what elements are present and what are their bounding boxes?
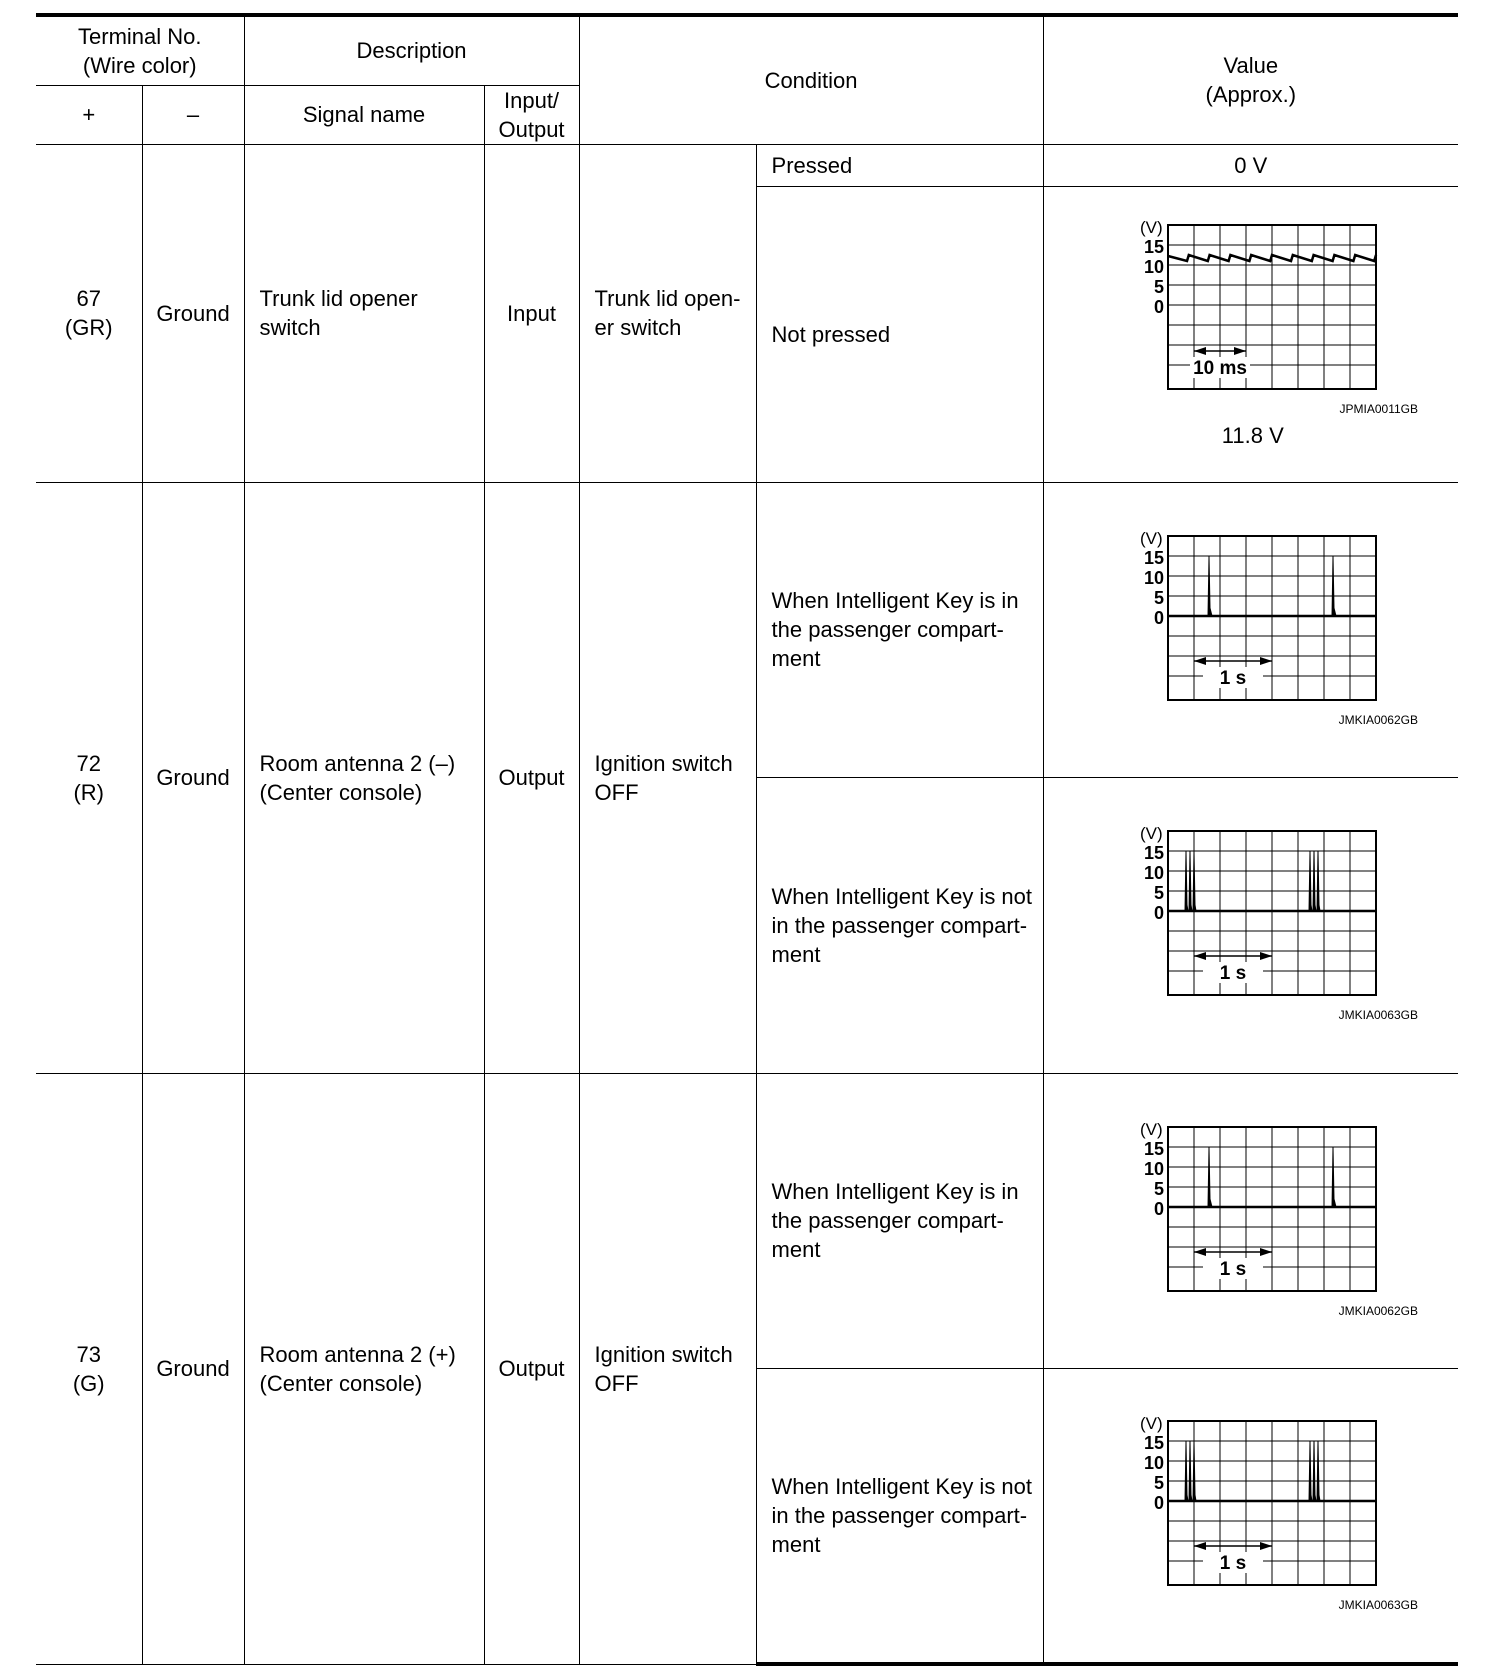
pulse-spike xyxy=(1193,1441,1196,1501)
io-cell: Output xyxy=(484,482,579,1073)
waveform-diagram xyxy=(1136,1121,1426,1321)
y-tick-label: 10 xyxy=(1144,256,1165,277)
unit-label: (V) xyxy=(1140,1415,1163,1434)
y-tick-label: 5 xyxy=(1154,883,1165,903)
pulse-spike xyxy=(1332,556,1336,616)
y-tick-label: 15 xyxy=(1144,547,1165,568)
waveform-diagram xyxy=(1136,825,1426,1025)
signal-name-cell: Room antenna 2 (+) (Center console) xyxy=(244,1073,484,1664)
pulse-spike xyxy=(1309,1441,1312,1501)
terminal-cell: 73 (G) xyxy=(36,1073,142,1664)
y-tick-label: 5 xyxy=(1154,1473,1165,1494)
y-tick-label: 15 xyxy=(1144,236,1165,257)
arrow-right-icon xyxy=(1194,347,1206,355)
value-cell xyxy=(1043,1368,1458,1664)
arrow-right-icon xyxy=(1194,1542,1206,1550)
y-tick-label: 10 xyxy=(1144,1158,1165,1179)
grid-lines xyxy=(1168,831,1376,995)
time-scale-label: 1 s xyxy=(1219,1553,1247,1575)
y-tick-label: 0 xyxy=(1154,1198,1165,1219)
arrow-left-icon xyxy=(1234,347,1246,355)
condition-header: Condition xyxy=(579,15,1043,144)
pulse-spike xyxy=(1185,851,1188,911)
pulse-spike xyxy=(1189,1441,1192,1501)
y-tick-label: 10 xyxy=(1144,1453,1165,1474)
pulse-spike xyxy=(1332,1147,1336,1207)
io-cell: Output xyxy=(484,1073,579,1664)
table-row xyxy=(36,1073,1458,1368)
value-cell xyxy=(1043,186,1458,482)
value-cell xyxy=(1043,777,1458,1073)
grid-lines xyxy=(1168,536,1376,700)
unit-label: (V) xyxy=(1140,1120,1163,1139)
condition-cell: Ignition switch OFF xyxy=(579,1073,756,1664)
unit-label: (V) xyxy=(1140,825,1163,843)
arrow-left-icon xyxy=(1260,657,1272,665)
time-scale-marker xyxy=(1194,1542,1272,1550)
y-tick-label: 15 xyxy=(1144,1138,1165,1159)
state-label-cell: When Intelligent Key is in the passenger compart- ment xyxy=(756,482,1043,777)
pulse-spike xyxy=(1189,851,1192,911)
y-tick-label: 5 xyxy=(1154,276,1165,297)
ground-cell: Ground xyxy=(142,482,244,1073)
y-tick-label: 15 xyxy=(1144,843,1165,863)
y-tick-label: 0 xyxy=(1154,296,1165,317)
unit-label: (V) xyxy=(1140,529,1163,548)
figure-code: JMKIA0062GB xyxy=(1338,1303,1419,1318)
pulse-spike xyxy=(1193,851,1196,911)
arrow-left-icon xyxy=(1260,952,1272,960)
figure-code: JPMIA0011GB xyxy=(1339,401,1419,416)
pulse-spike xyxy=(1317,1441,1320,1501)
pulse-spike xyxy=(1317,851,1320,911)
time-scale-label: 1 s xyxy=(1219,667,1247,689)
description-header: Description xyxy=(244,15,579,85)
terminal-no-header: Terminal No. (Wire color) xyxy=(36,15,244,85)
value-header: Value (Approx.) xyxy=(1043,15,1458,144)
terminal-cell: 67 (GR) xyxy=(36,144,142,482)
input-output-header: Input/ Output xyxy=(484,85,579,144)
y-tick-label: 15 xyxy=(1144,1433,1165,1454)
y-tick-label: 0 xyxy=(1154,607,1165,628)
terminal-spec-table xyxy=(36,13,1458,1666)
state-label-cell: Pressed xyxy=(756,144,1043,186)
arrow-left-icon xyxy=(1260,1542,1272,1550)
arrow-right-icon xyxy=(1194,657,1206,665)
value-cell xyxy=(1043,482,1458,777)
time-scale-label: 1 s xyxy=(1219,1258,1247,1280)
signal-name-cell: Room antenna 2 (–) (Center console) xyxy=(244,482,484,1073)
state-label-cell: When Intelligent Key is in the passenger compart- ment xyxy=(756,1073,1043,1368)
condition-cell: Trunk lid open- er switch xyxy=(579,144,756,482)
state-label-cell: When Intelligent Key is not in the passenger compart- ment xyxy=(756,1368,1043,1664)
waveform-diagram xyxy=(1136,1415,1426,1615)
y-tick-label: 0 xyxy=(1154,1493,1165,1514)
pulse-spike xyxy=(1185,1441,1188,1501)
minus-header: – xyxy=(142,85,244,144)
ground-cell: Ground xyxy=(142,1073,244,1664)
y-tick-label: 0 xyxy=(1154,903,1165,923)
figure-code: JMKIA0063GB xyxy=(1338,1598,1419,1613)
arrow-right-icon xyxy=(1194,952,1206,960)
signal-name-header: Signal name xyxy=(244,85,484,144)
y-tick-label: 5 xyxy=(1154,587,1165,608)
signal-name-cell: Trunk lid opener switch xyxy=(244,144,484,482)
time-scale-marker xyxy=(1194,657,1272,665)
pulse-spike xyxy=(1313,851,1316,911)
value-cell: 0 V xyxy=(1043,144,1458,186)
time-scale-label: 1 s xyxy=(1219,963,1247,984)
pulse-spike xyxy=(1208,1147,1212,1207)
waveform-diagram xyxy=(1136,530,1426,730)
figure-code: JMKIA0062GB xyxy=(1338,712,1419,727)
y-tick-label: 10 xyxy=(1144,863,1165,883)
grid-lines xyxy=(1168,1127,1376,1291)
time-scale-marker xyxy=(1194,1248,1272,1256)
plus-header: + xyxy=(36,85,142,144)
time-scale-label: 10 ms xyxy=(1193,357,1247,379)
arrow-right-icon xyxy=(1194,1248,1206,1256)
table-row xyxy=(36,482,1458,777)
pulse-spike xyxy=(1208,556,1212,616)
y-tick-label: 5 xyxy=(1154,1178,1165,1199)
ground-cell: Ground xyxy=(142,144,244,482)
figure-code: JMKIA0063GB xyxy=(1338,1008,1419,1022)
table-row xyxy=(36,144,1458,186)
terminal-cell: 72 (R) xyxy=(36,482,142,1073)
state-label-cell: When Intelligent Key is not in the passenger compart- ment xyxy=(756,777,1043,1073)
y-tick-label: 10 xyxy=(1144,567,1165,588)
state-label-cell: Not pressed xyxy=(756,186,1043,482)
value-cell xyxy=(1043,1073,1458,1368)
pulse-spike xyxy=(1309,851,1312,911)
unit-label: (V) xyxy=(1140,218,1163,237)
io-cell: Input xyxy=(484,144,579,482)
condition-cell: Ignition switch OFF xyxy=(579,482,756,1073)
time-scale-marker xyxy=(1194,952,1272,960)
pulse-spike xyxy=(1313,1441,1316,1501)
grid-lines xyxy=(1168,1421,1376,1585)
header-row xyxy=(36,15,1458,85)
arrow-left-icon xyxy=(1260,1248,1272,1256)
waveform-diagram xyxy=(1136,219,1426,419)
value-text: 11.8 V xyxy=(1221,422,1284,448)
